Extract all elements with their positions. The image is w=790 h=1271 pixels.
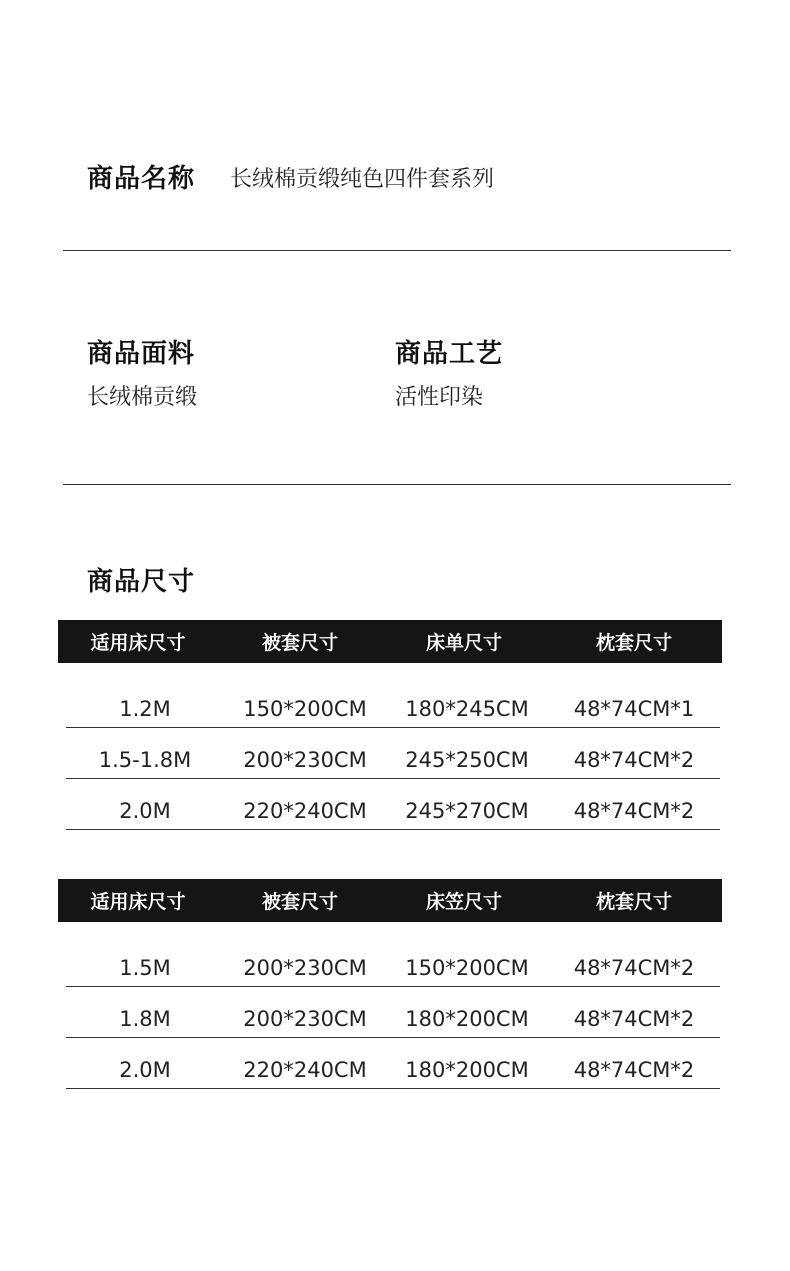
table-1-header bbox=[58, 620, 722, 663]
table-2-header-bed-size: 适用床尺寸 bbox=[90, 891, 186, 913]
table-2-header-pillowcase-size: 枕套尺寸 bbox=[595, 891, 672, 913]
table-row bbox=[66, 987, 720, 1038]
table-1-body bbox=[66, 663, 720, 830]
table-cell: 1.5-1.8M bbox=[98, 748, 192, 772]
table-row bbox=[66, 936, 720, 987]
table-cell: 220*240CM bbox=[243, 1058, 367, 1082]
table-1-header-pillowcase-size: 枕套尺寸 bbox=[595, 632, 672, 654]
table-cell: 48*74CM*2 bbox=[573, 799, 695, 823]
divider-top bbox=[63, 250, 731, 251]
table-cell: 48*74CM*2 bbox=[573, 748, 695, 772]
product-name-value: 长绒棉贡缎纯色四件套系列 bbox=[230, 167, 495, 192]
table-cell: 48*74CM*2 bbox=[573, 956, 695, 980]
table-cell: 48*74CM*1 bbox=[573, 697, 695, 721]
table-2-header-duvet-size: 被套尺寸 bbox=[261, 891, 338, 913]
table-cell: 2.0M bbox=[119, 799, 171, 823]
table-cell: 180*245CM bbox=[405, 697, 529, 721]
table-cell: 150*200CM bbox=[405, 956, 529, 980]
table-cell: 200*230CM bbox=[243, 956, 367, 980]
table-cell: 245*270CM bbox=[405, 799, 529, 823]
table-cell: 1.8M bbox=[119, 1007, 171, 1031]
craft-value: 活性印染 bbox=[395, 385, 484, 410]
fabric-label: 商品面料 bbox=[87, 339, 196, 369]
table-cell: 48*74CM*2 bbox=[573, 1058, 695, 1082]
table-cell: 150*200CM bbox=[243, 697, 367, 721]
table-2-header-fitted-sheet-size: 床笠尺寸 bbox=[425, 891, 502, 913]
table-2-body bbox=[66, 922, 720, 1089]
table-cell: 1.2M bbox=[119, 697, 171, 721]
table-row bbox=[66, 728, 720, 779]
product-name-label: 商品名称 bbox=[87, 164, 196, 194]
table-cell: 48*74CM*2 bbox=[573, 1007, 695, 1031]
size-table-2 bbox=[58, 879, 722, 1089]
table-cell: 180*200CM bbox=[405, 1058, 529, 1082]
table-1-header-duvet-size: 被套尺寸 bbox=[261, 632, 338, 654]
table-row bbox=[66, 779, 720, 830]
table-1-header-sheet-size: 床单尺寸 bbox=[425, 632, 502, 654]
size-table-1 bbox=[58, 620, 722, 830]
table-row bbox=[66, 1038, 720, 1089]
table-cell: 200*230CM bbox=[243, 748, 367, 772]
table-cell: 245*250CM bbox=[405, 748, 529, 772]
table-cell: 2.0M bbox=[119, 1058, 171, 1082]
table-cell: 180*200CM bbox=[405, 1007, 529, 1031]
fabric-value: 长绒棉贡缎 bbox=[87, 385, 198, 410]
size-section-title: 商品尺寸 bbox=[87, 567, 196, 597]
table-1-header-bed-size: 适用床尺寸 bbox=[90, 632, 186, 654]
table-row bbox=[66, 677, 720, 728]
divider-middle bbox=[63, 484, 731, 485]
table-2-header bbox=[58, 879, 722, 922]
table-cell: 1.5M bbox=[119, 956, 171, 980]
table-cell: 220*240CM bbox=[243, 799, 367, 823]
craft-label: 商品工艺 bbox=[395, 339, 504, 369]
table-cell: 200*230CM bbox=[243, 1007, 367, 1031]
